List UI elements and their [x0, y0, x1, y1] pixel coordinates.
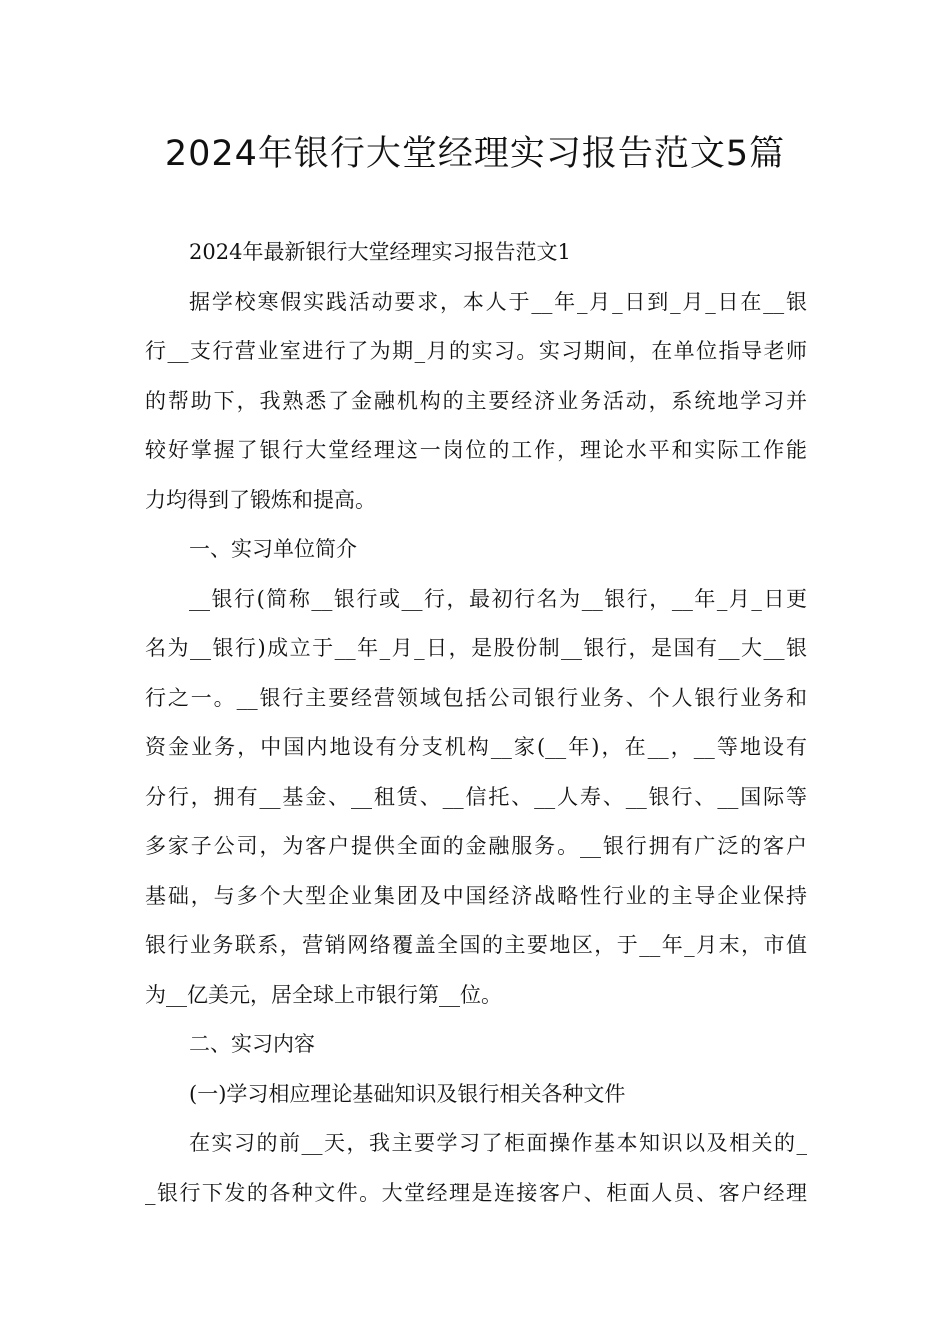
- paragraph-line: 据学校寒假实践活动要求，本人于__年_月_日到_月_日在__银: [189, 289, 807, 314]
- paragraph-line: 的帮助下，我熟悉了金融机构的主要经济业务活动，系统地学习并: [145, 388, 807, 413]
- paragraph-line: 在实习的前__天，我主要学习了柜面操作基本知识以及相关的_: [189, 1131, 807, 1155]
- document-body: [145, 228, 807, 1218]
- section-heading: 一、实习单位简介: [189, 537, 357, 561]
- section-heading: 2024年最新银行大堂经理实习报告范文1: [189, 240, 571, 264]
- paragraph-line: _银行下发的各种文件。大堂经理是连接客户、柜面人员、客户经理: [145, 1180, 807, 1205]
- paragraph-line: 银行业务联系，营销网络覆盖全国的主要地区，于__年_月末，市值: [145, 933, 807, 957]
- paragraph-line: 行__支行营业室进行了为期_月的实习。实习期间，在单位指导老师: [145, 339, 807, 363]
- paragraph-line: 名为__银行)成立于__年_月_日，是股份制__银行，是国有__大__银: [145, 636, 807, 660]
- paragraph-line: 为__亿美元，居全球上市银行第__位。: [145, 982, 502, 1007]
- paragraph-line: __银行(简称__银行或__行，最初行名为__银行，__年_月_日更: [189, 586, 807, 611]
- paragraph-line: 基础，与多个大型企业集团及中国经济战略性行业的主导企业保持: [145, 883, 807, 908]
- paragraph-line: 行之一。__银行主要经营领域包括公司银行业务、个人银行业务和: [145, 685, 807, 710]
- paragraph-line: 资金业务，中国内地设有分支机构__家(__年)，在__，__等地设有: [145, 735, 807, 759]
- paragraph-line: 较好掌握了银行大堂经理这一岗位的工作，理论水平和实际工作能: [145, 438, 807, 462]
- subsection-heading: (一)学习相应理论基础知识及银行相关各种文件: [189, 1081, 626, 1106]
- paragraph-line: 力均得到了锻炼和提高。: [145, 487, 376, 512]
- paragraph-line: 分行，拥有__基金、__租赁、__信托、__人寿、__银行、__国际等: [145, 784, 807, 809]
- section-heading: 二、实习内容: [189, 1032, 315, 1056]
- paragraph-line: 多家子公司，为客户提供全面的金融服务。__银行拥有广泛的客户: [145, 834, 807, 858]
- document-title: 2024年银行大堂经理实习报告范文5篇: [164, 134, 786, 174]
